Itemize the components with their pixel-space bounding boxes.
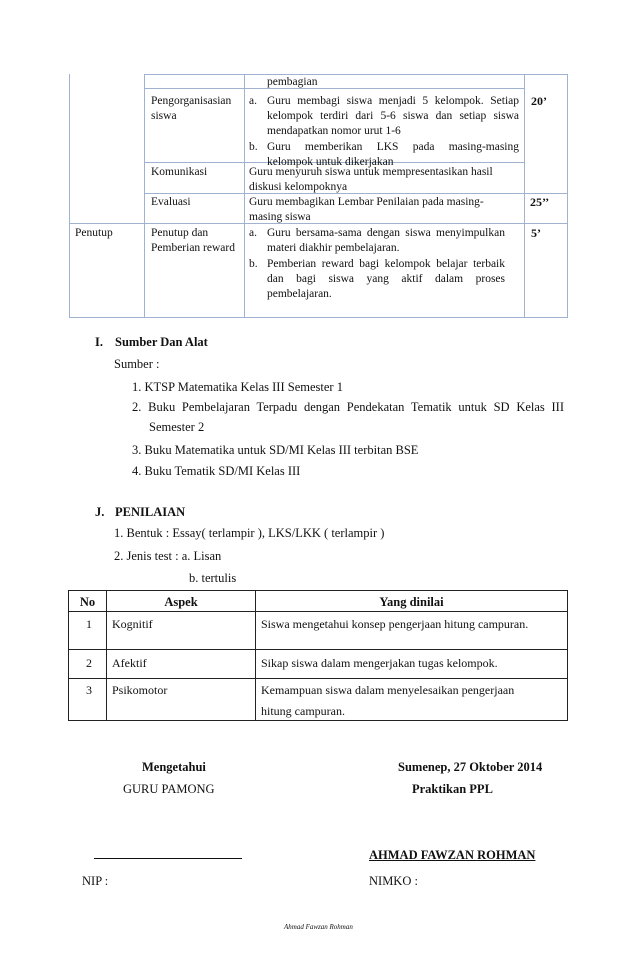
table-border (567, 590, 568, 721)
section-label: I. (95, 335, 103, 349)
table-cell-no: 1 (86, 617, 92, 631)
source-item: 1. KTSP Matematika Kelas III Semester 1 (132, 380, 343, 394)
nip-label: NIP : (82, 874, 109, 888)
source-item: 2. Buku Pembelajaran Terpadu dengan Pendekatan Tematik untuk SD Kelas III (132, 400, 564, 414)
table-cell-no: 3 (86, 683, 92, 697)
section-title: Sumber Dan Alat (115, 335, 208, 349)
table-cell-dinilai-continued: hitung campuran. (261, 704, 345, 718)
source-item-continued: Semester 2 (149, 420, 205, 434)
table-border (144, 74, 567, 75)
phase-penutup: Penutup (75, 227, 113, 239)
table-cell-dinilai: Siswa mengetahui konsep pengerjaan hitung campuran. (261, 617, 529, 631)
guru-pamong-label: GURU PAMONG (123, 782, 215, 796)
duration-5: 5’ (531, 226, 541, 240)
table-border (68, 590, 568, 591)
component-evaluasi: Evaluasi (151, 196, 191, 208)
place-date: Sumenep, 27 Oktober 2014 (398, 760, 543, 774)
list-text: Guru memberikan LKS pada masing-masing kelompok untuk dikerjakan (267, 141, 519, 168)
table-border (567, 74, 568, 317)
sumber-label: Sumber : (114, 357, 160, 371)
table-cell-dinilai: Kemampuan siswa dalam menyelesaikan pengerjaan (261, 683, 515, 697)
section-i-heading (95, 334, 208, 350)
duration-20: 20’ (531, 94, 547, 108)
jenis-b-line: b. tertulis (189, 571, 237, 585)
list-marker: a. (249, 227, 257, 239)
section-title: PENILAIAN (115, 505, 186, 519)
table-header-aspek: Aspek (164, 595, 198, 609)
table-border (144, 88, 524, 89)
list-item (249, 94, 519, 139)
table-header-yang-dinilai: Yang dinilai (379, 595, 444, 609)
table-cell-fragment: pembagian (267, 76, 318, 88)
table-border (68, 678, 568, 679)
jenis-line: 2. Jenis test : a. Lisan (114, 549, 222, 563)
table-border (68, 611, 568, 612)
table-border (68, 649, 568, 650)
table-cell-dinilai: Sikap siswa dalam mengerjakan tugas kelompok. (261, 656, 498, 670)
table-border (69, 317, 568, 318)
table-cell-aspek: Kognitif (112, 617, 153, 631)
table-border (244, 74, 245, 317)
footer-author: Ahmad Fawzan Rohman (284, 923, 353, 931)
nimko-label: NIMKO : (369, 874, 418, 888)
table-cell-aspek: Psikomotor (112, 683, 168, 697)
source-item: 4. Buku Tematik SD/MI Kelas III (132, 464, 301, 478)
list-text: Guru bersama-sama dengan siswa menyimpulkan materi diakhir pembelajaran. (267, 227, 505, 254)
component-penutup: Penutup dan Pemberian reward (151, 227, 235, 254)
table-border (68, 720, 568, 721)
duration-25: 25’’ (530, 195, 550, 209)
bentuk-line: 1. Bentuk : Essay( terlampir ), LKS/LKK ( terlampir ) (114, 526, 385, 540)
section-j-heading (95, 504, 185, 520)
table-border (69, 74, 70, 317)
list-marker: b. (249, 141, 258, 153)
activity-komunikasi: Guru menyuruh siswa untuk mempresentasikan hasil diskusi kelompoknya (249, 166, 493, 193)
table-cell-no: 2 (86, 656, 92, 670)
list-marker: b. (249, 258, 258, 270)
table-border (144, 74, 145, 317)
list-item (249, 257, 505, 302)
section-label: J. (95, 505, 105, 519)
signer-name: AHMAD FAWZAN ROHMAN (369, 848, 536, 862)
list-text: Guru membagi siswa menjadi 5 kelompok. Setiap kelompok terdiri dari 5-6 siswa dan setiap siswa mendapatkan nomor urut 1-6 (267, 95, 519, 137)
list-text: Pemberian reward bagi kelompok belajar terbaik dan bagi siswa yang aktif dalam proses pembelajaran. (267, 258, 505, 300)
table-cell-aspek: Afektif (112, 656, 147, 670)
list-marker: a. (249, 95, 257, 107)
praktikan-label: Praktikan PPL (412, 782, 493, 796)
mengetahui-label: Mengetahui (142, 760, 206, 774)
list-item (249, 226, 505, 256)
signature-line (94, 858, 242, 859)
source-item: 3. Buku Matematika untuk SD/MI Kelas III terbitan BSE (132, 443, 419, 457)
table-header-no: No (79, 595, 96, 609)
activity-evaluasi: Guru membagikan Lembar Penilaian pada masing-masing siswa (249, 196, 484, 223)
component-komunikasi: Komunikasi (151, 166, 208, 178)
table-border (524, 74, 525, 317)
component-organisasi: Pengorganisasian siswa (151, 95, 232, 122)
